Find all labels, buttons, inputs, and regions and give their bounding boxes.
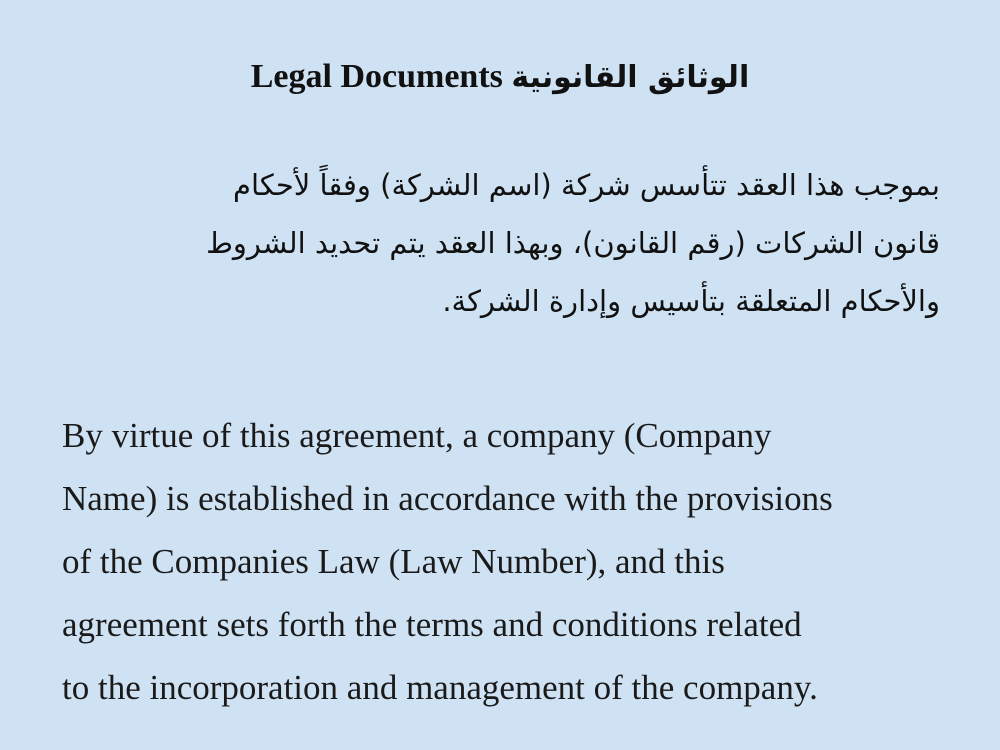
page-title <box>0 51 1000 104</box>
english-paragraph <box>62 404 962 719</box>
arabic-line: قانون الشركات (رقم القانون)، وبهذا العقد يتم تحديد الشروط <box>206 226 940 260</box>
title-english: Legal Documents <box>250 57 503 95</box>
english-line: Name) is established in accordance with the provisions <box>62 479 833 518</box>
title-arabic: الوثائق القانونية <box>511 59 750 95</box>
arabic-line: والأحكام المتعلقة بتأسيس وإدارة الشركة. <box>442 284 940 318</box>
english-line: of the Companies Law (Law Number), and this <box>62 542 725 581</box>
english-line: agreement sets forth the terms and conditions related <box>62 605 802 644</box>
english-line: to the incorporation and management of the company. <box>62 668 818 707</box>
arabic-line: بموجب هذا العقد تتأسس شركة (اسم الشركة) وفقاً لأحكام <box>233 168 940 202</box>
english-line: By virtue of this agreement, a company (Company <box>62 416 772 455</box>
arabic-paragraph <box>60 156 940 330</box>
